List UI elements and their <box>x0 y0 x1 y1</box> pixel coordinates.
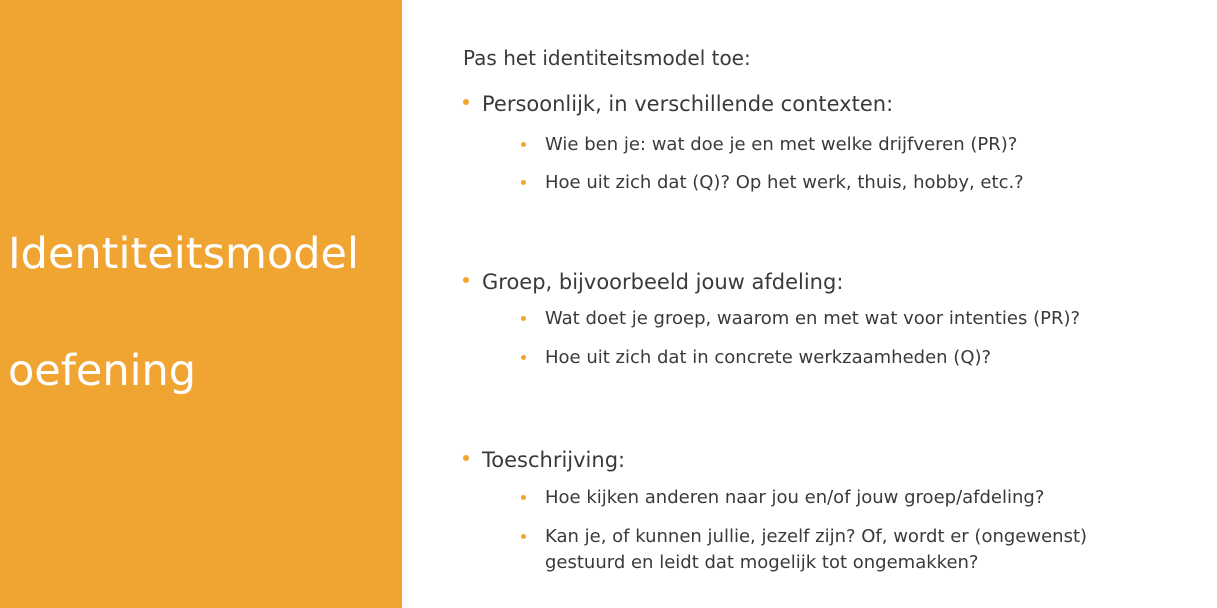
sub-bullet <box>521 485 1044 511</box>
bullet-groep <box>463 270 843 294</box>
sub-bullet <box>521 170 1024 196</box>
sub-bullet-text: Hoe uit zich dat in concrete werkzaamheden (Q)? <box>545 347 992 368</box>
bullet-heading: Toeschrijving: <box>482 448 626 472</box>
sub-bullet-text: Kan je, of kunnen jullie, jezelf zijn? Of, wordt er (ongewenst) <box>545 526 1088 547</box>
bullet-toeschrijving <box>463 448 625 472</box>
sub-bullet <box>521 306 1080 332</box>
bullet-dot-icon <box>463 455 469 461</box>
bullet-dot-icon <box>463 277 469 283</box>
sub-bullet-text: Wie ben je: wat doe je en met welke drijfveren (PR)? <box>545 134 1018 155</box>
sub-bullet-text: gestuurd en leidt dat mogelijk tot ongemakken? <box>545 552 979 573</box>
sub-bullet <box>521 345 991 371</box>
bullet-dot-icon <box>521 316 526 321</box>
sub-bullet <box>521 132 1017 158</box>
sub-bullet-text: Wat doet je groep, waarom en met wat voor intenties (PR)? <box>545 308 1081 329</box>
bullet-dot-icon <box>521 495 526 500</box>
title-panel <box>0 0 402 608</box>
bullet-dot-icon <box>463 99 469 105</box>
slide-title-line-1: Identiteitsmodel <box>8 229 359 279</box>
bullet-dot-icon <box>521 534 526 539</box>
sub-bullet-text: Hoe kijken anderen naar jou en/of jouw groep/afdeling? <box>545 487 1045 508</box>
bullet-dot-icon <box>521 142 526 147</box>
bullet-heading: Groep, bijvoorbeeld jouw afdeling: <box>482 270 844 294</box>
bullet-persoonlijk <box>463 92 893 116</box>
intro-text: Pas het identiteitsmodel toe: <box>463 46 751 70</box>
sub-bullet-text: Hoe uit zich dat (Q)? Op het werk, thuis, hobby, etc.? <box>545 172 1024 193</box>
sub-bullet-continuation <box>521 550 978 576</box>
bullet-dot-icon <box>521 180 526 185</box>
bullet-heading: Persoonlijk, in verschillende contexten: <box>482 92 894 116</box>
sub-bullet <box>521 524 1087 550</box>
slide-title-line-2: oefening <box>8 346 197 396</box>
bullet-dot-icon <box>521 355 526 360</box>
